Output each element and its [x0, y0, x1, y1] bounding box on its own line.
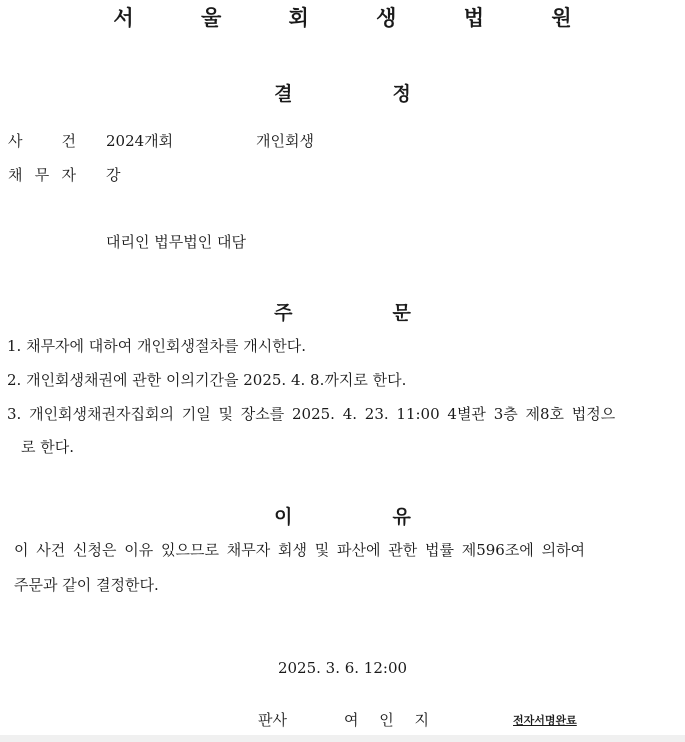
debtor-name: 강 [106, 166, 121, 184]
order-heading-left: 주 [274, 302, 293, 324]
bottom-scroll-edge [0, 735, 685, 742]
court-title [0, 2, 685, 32]
order-item-3-continuation: 로 한다. [21, 438, 75, 456]
agent-line: 대리인 법무법인 대담 [106, 233, 246, 251]
electronic-signature-stamp: 전자서명완료 [513, 714, 577, 727]
case-label-char-1: 사 [8, 132, 23, 150]
case-type: 개인회생 [256, 132, 314, 150]
decision-heading [0, 79, 685, 106]
order-heading [0, 298, 685, 325]
judge-name: 여 인 지 [344, 711, 438, 729]
court-title-text: 서 울 회 생 법 원 [113, 6, 602, 30]
order-item-2: 2. 개인회생채권에 관한 이의기간을 2025. 4. 8.까지로 한다. [7, 371, 407, 389]
case-label-char-2: 건 [61, 132, 76, 150]
decision-heading-right: 정 [392, 83, 411, 105]
decision-heading-left: 결 [274, 83, 293, 105]
case-label [8, 130, 76, 151]
case-number: 2024개회 [106, 132, 174, 150]
order-item-1: 1. 채무자에 대하여 개인회생절차를 개시한다. [7, 337, 306, 355]
reason-line-2: 주문과 같이 결정한다. [14, 576, 159, 594]
debtor-label-char-1: 채 [8, 166, 23, 184]
decision-date: 2025. 3. 6. 12:00 [277, 659, 408, 677]
reason-heading [0, 502, 685, 529]
reason-heading-right: 유 [392, 506, 411, 528]
order-heading-right: 문 [392, 302, 411, 324]
debtor-label [8, 164, 76, 185]
reason-line-1: 이 사건 신청은 이유 있으므로 채무자 회생 및 파산에 관한 법률 제596조에 의하여 [14, 541, 586, 559]
order-item-3: 3. 개인회생채권자집회의 기일 및 장소를 2025. 4. 23. 11:00 4별관 3층 제8호 법정으 [7, 405, 616, 423]
judge-title: 판사 [258, 711, 287, 729]
debtor-label-char-2: 무 [34, 166, 50, 184]
reason-heading-left: 이 [274, 506, 293, 528]
debtor-label-char-3: 자 [61, 166, 76, 184]
